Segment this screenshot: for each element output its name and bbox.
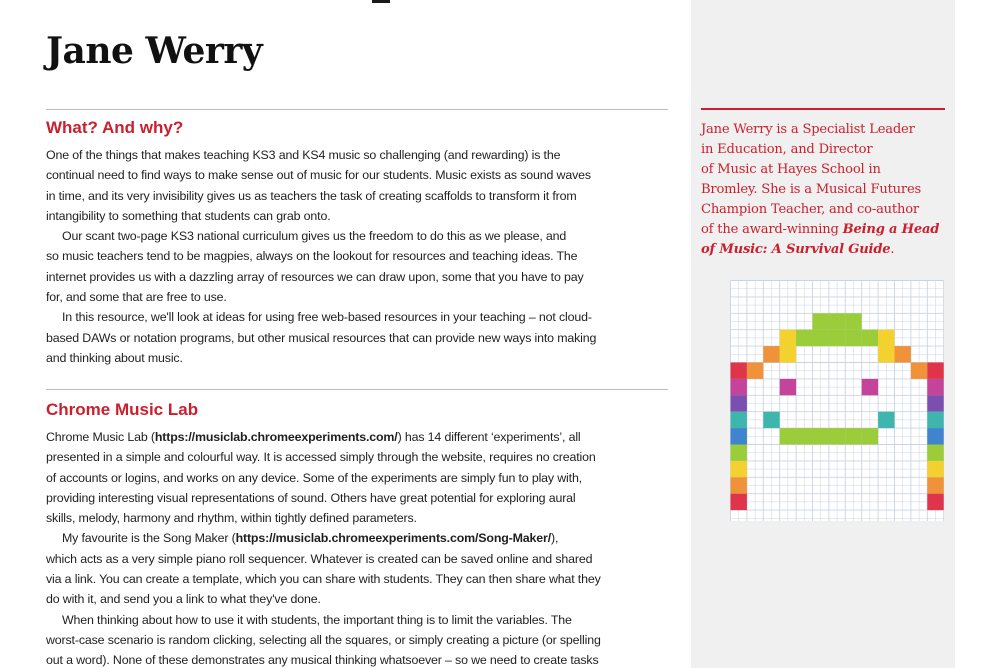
pixel-cell [927,494,943,510]
sidebar-red-rule [701,108,945,110]
previous-page-stub [372,0,390,3]
pixel-cell [780,379,796,395]
pixel-cell [862,379,878,395]
text-run: out a word). None of these demonstrates any musical thinking whatsoever – so we need to create tasks [46,653,599,668]
author-bio [701,120,951,260]
pixel-cell [829,428,845,444]
pixel-cell [731,477,747,493]
pixel-cell [927,379,943,395]
bio-line [701,120,951,140]
text-run: so music teachers tend to be magpies, always on the lookout for resources and teaching ideas. The [46,249,578,264]
text-run: providing interesting visual representations of sound. Others have great potential for exploring aural [46,490,576,505]
text-run: My favourite is the Song Maker ( [62,531,236,546]
pixel-cell [845,313,861,329]
paragraph [46,610,668,668]
section-divider [46,389,668,390]
pixel-cell [878,330,894,346]
pixel-cell [927,477,943,493]
text-run: Our scant two-page KS3 national curriculum gives us the freedom to do this as we please, and [62,229,567,244]
bio-line [701,160,951,180]
text-line [46,165,668,185]
text-line [46,610,668,630]
bio-line [701,180,951,200]
text-line [46,307,668,327]
pixel-cell [927,445,943,461]
text-line [46,186,668,206]
text-run: Chrome Music Lab ( [46,430,155,444]
text-line [46,650,668,668]
section-body-chrome-music-lab [46,427,668,668]
section-body-what-and-why [46,145,668,368]
song-maker-face-icon [730,280,944,521]
text-line [46,589,668,609]
book-title-text: of Music: A Survival Guide [701,242,891,257]
text-run: via a link. You can create a template, which you can share with students. They can then share what they [46,572,601,587]
pixel-cell [731,445,747,461]
pixel-cell [895,346,911,362]
text-line [46,549,668,569]
text-run: internet provides us with a dazzling array of resources we can draw upon, some that you have to pay [46,269,584,284]
bio-line [701,200,951,220]
text-line [46,246,668,266]
bio-line [701,140,951,160]
pixel-cell [813,313,829,329]
text-line [46,145,668,165]
pixel-cell [796,428,812,444]
text-line [46,508,668,528]
pixel-cell [845,330,861,346]
paragraph [46,145,668,226]
author-name-title: Jane Werry [46,30,263,72]
url-link-text: https://musiclab.chromeexperiments.com/Song-Maker/ [235,531,551,546]
text-run: continual need to find ways to make sense out of music for our students. Music exists as sound waves [46,168,591,183]
text-run: presented in a simple and colourful way. It is accessed simply through the website, requires no creation [46,450,596,465]
text-run: of the award-winning [701,222,843,237]
text-run: One of the things that makes teaching KS3 and KS4 music so challenging (and rewarding) is the [46,148,561,162]
pixel-cell [927,461,943,477]
text-run: of Music at Hayes School in [701,162,881,177]
pixel-cell [731,428,747,444]
pixel-cell [927,428,943,444]
text-line [46,488,668,508]
text-run: in Education, and Director [701,142,873,157]
pixel-cell [911,363,927,379]
pixel-cell [763,346,779,362]
pixel-cell [813,428,829,444]
text-run: In this resource, we'll look at ideas for using free web-based resources in your teaching – not cloud- [62,310,592,325]
paragraph [46,528,668,609]
pixel-grid-illustration [730,280,944,521]
pixel-cell [862,428,878,444]
pixel-cell [731,461,747,477]
text-line [46,630,668,650]
paragraph [46,226,668,307]
pixel-cell [731,412,747,428]
text-run: and thinking about music. [46,350,183,365]
pixel-cell [845,428,861,444]
pixel-cell [731,363,747,379]
pixel-cell [780,330,796,346]
text-run: of accounts or logins, and works on any device. Some of the experiments are simply fun to play with, [46,470,582,485]
pixel-cell [796,330,812,346]
text-run: skills, melody, harmony and rhythm, within tightly defined parameters. [46,511,417,526]
text-run: based DAWs or notation programs, but other musical resources that can provide new ways into making [46,330,597,345]
text-run: ), [551,531,559,546]
text-run: which acts as a very simple piano roll sequencer. Whatever is created can be saved online and shared [46,551,593,566]
pixel-cell [927,395,943,411]
text-run: ) has 14 different ‘experiments’, all [397,430,581,444]
pixel-cell [731,494,747,510]
book-title-text: Being a Head [842,222,940,237]
text-run: Bromley. She is a Musical Futures [701,182,922,197]
text-run: Champion Teacher, and co-author [701,202,919,217]
pixel-cell [731,379,747,395]
pixel-cell [927,412,943,428]
text-line [46,447,668,467]
text-line [46,528,668,548]
pixel-cell [829,313,845,329]
text-run: intangibility to something that students can grab onto. [46,208,331,223]
section-heading-chrome-music-lab: Chrome Music Lab [46,400,199,419]
pixel-cell [731,395,747,411]
text-line [46,226,668,246]
section-heading-what-and-why: What? And why? [46,118,184,137]
text-run: do with it, and send you a link to what they've done. [46,592,321,607]
text-line [46,427,668,447]
pixel-cell [862,330,878,346]
text-line [46,348,668,368]
section-divider [46,109,668,110]
text-line [46,267,668,287]
text-line [46,569,668,589]
pixel-cell [813,330,829,346]
pixel-cell [927,363,943,379]
text-run: . [890,242,895,257]
pixel-cell [763,412,779,428]
text-run: in time, and its very invisibility gives us as teachers the task of creating scaffolds to transform it from [46,188,577,203]
bio-line [701,240,951,260]
pixel-cell [878,412,894,428]
text-line [46,287,668,307]
pixel-cell [878,346,894,362]
text-run: When thinking about how to use it with students, the important thing is to limit the variables. The [62,612,572,627]
paragraph [46,307,668,368]
pixel-cell [780,346,796,362]
text-line [46,328,668,348]
text-run: for, and some that are free to use. [46,290,227,305]
paragraph [46,427,668,528]
text-line [46,206,668,226]
text-run: worst-case scenario is random clicking, selecting all the squares, or simply creating a picture (or spelling [46,632,601,647]
pixel-cell [829,330,845,346]
text-run: Jane Werry is a Specialist Leader [701,122,915,137]
text-line [46,468,668,488]
url-link-text: https://musiclab.chromeexperiments.com/ [154,430,398,444]
pixel-cell [747,363,763,379]
pixel-cell [780,428,796,444]
bio-line [701,220,951,240]
